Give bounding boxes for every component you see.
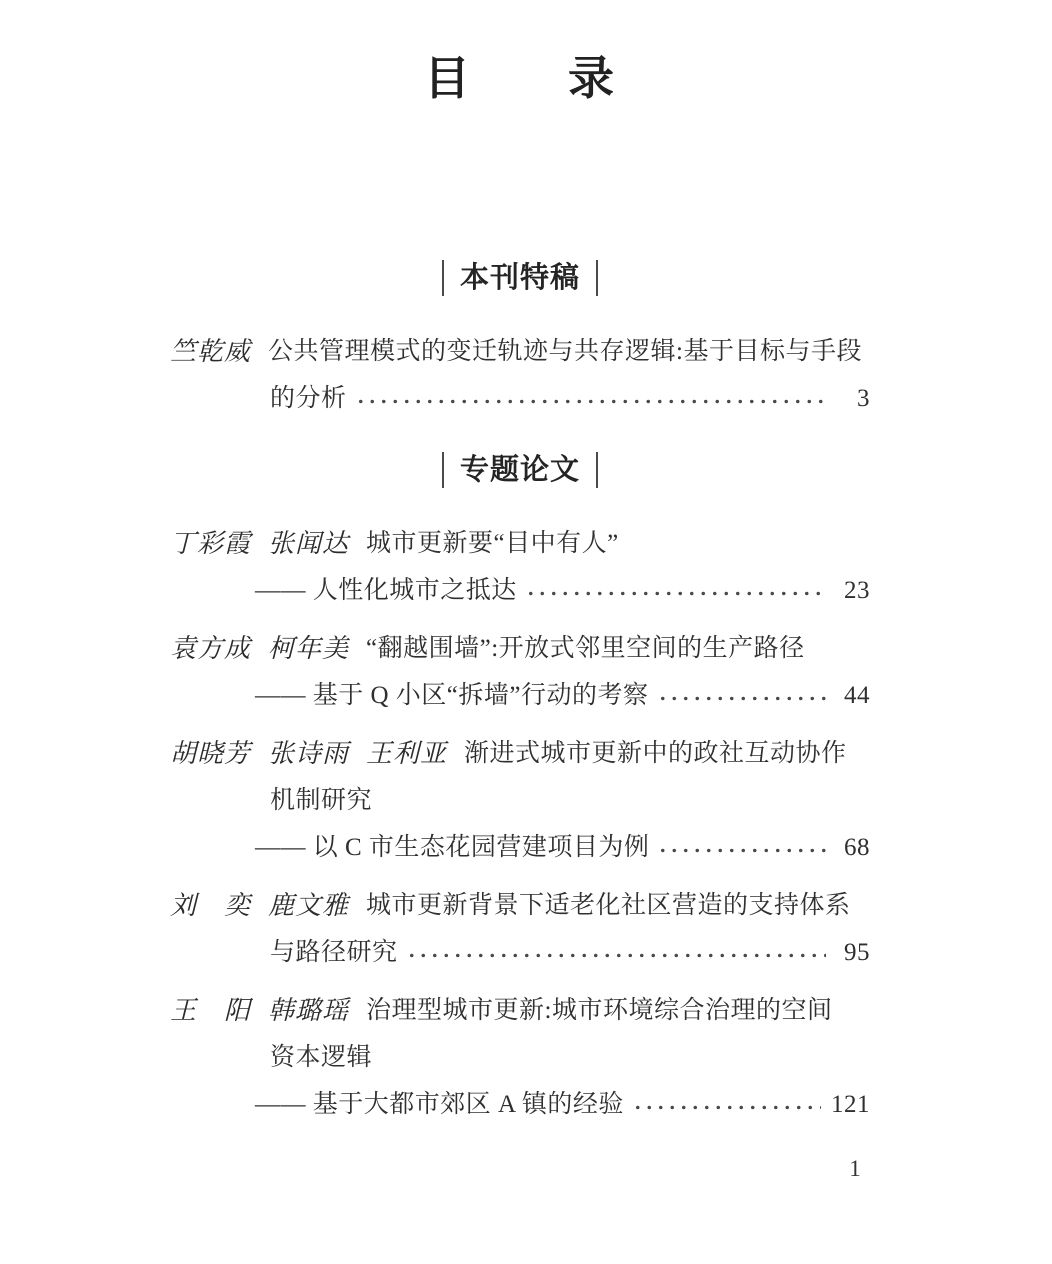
entry-line-text: 机制研究	[270, 787, 373, 814]
heading-left-bar	[442, 260, 444, 296]
entry-page-number: 44	[844, 682, 870, 709]
entry-page-number: 3	[857, 385, 870, 412]
author-name: 竺乾威	[170, 337, 252, 366]
entry-line-text: 与路径研究	[270, 939, 398, 966]
author-name: 张诗雨	[268, 739, 350, 768]
section-heading-text: 本刊特稿	[459, 262, 580, 294]
entry-first-line	[170, 730, 870, 777]
entry-title-text: 城市更新要“目中有人”	[366, 530, 619, 557]
entry-line-text: —— 基于 Q 小区“拆墙”行动的考察	[255, 682, 649, 709]
folio-page-number: 1	[849, 1156, 861, 1181]
entry-line-text: —— 基于大都市郊区 A 镇的经验	[255, 1091, 624, 1118]
heading-right-bar	[596, 452, 598, 488]
entry-title-text: 治理型城市更新:城市环境综合治理的空间	[366, 997, 833, 1024]
author-name: 王 阳	[170, 996, 252, 1025]
dot-leader	[657, 694, 827, 703]
toc-entry	[170, 987, 870, 1128]
entry-line-text: 的分析	[270, 385, 347, 412]
toc-entry	[170, 882, 870, 976]
dot-leader	[355, 397, 826, 406]
entry-page-number: 68	[844, 834, 870, 861]
entry-line-text: —— 人性化城市之抵达	[255, 577, 517, 604]
entry-first-line	[170, 328, 870, 375]
section-heading-special-topics	[170, 450, 870, 490]
author-name: 袁方成	[170, 634, 252, 663]
entry-page-number: 95	[844, 939, 870, 966]
author-name: 柯年美	[268, 634, 350, 663]
entry-line-text: 资本逻辑	[270, 1044, 373, 1071]
dot-leader	[525, 589, 826, 598]
author-name: 丁彩霞	[170, 529, 252, 558]
entry-continuation-line	[170, 375, 870, 422]
toc-entry	[170, 328, 870, 422]
entry-title-text: 公共管理模式的变迁轨迹与共存逻辑:基于目标与手段	[268, 338, 862, 365]
entry-title-text: 城市更新背景下适老化社区营造的支持体系	[366, 892, 851, 919]
entry-subtitle-line	[170, 824, 870, 871]
entry-subtitle-line	[170, 567, 870, 614]
entry-first-line	[170, 520, 870, 567]
dot-leader	[657, 846, 826, 855]
entry-continuation-line	[170, 777, 870, 824]
entry-line-text: —— 以 C 市生态花园营建项目为例	[255, 834, 650, 861]
heading-right-bar	[596, 260, 598, 296]
author-name: 刘 奕	[170, 891, 252, 920]
section-heading-special-contribution	[170, 258, 870, 298]
entry-page-number: 23	[844, 577, 870, 604]
author-name: 鹿文雅	[268, 891, 350, 920]
entry-continuation-line	[170, 1034, 870, 1081]
entry-page-number: 121	[831, 1091, 870, 1118]
author-name: 韩璐瑶	[268, 996, 350, 1025]
section-entries	[170, 520, 870, 1128]
entry-title-text: 渐进式城市更新中的政社互动协作	[464, 740, 847, 767]
author-name: 胡晓芳	[170, 739, 252, 768]
dot-leader	[406, 951, 826, 960]
toc-entry	[170, 730, 870, 871]
section-heading-text: 专题论文	[459, 454, 580, 486]
entry-first-line	[170, 625, 870, 672]
toc-entry	[170, 625, 870, 719]
author-name: 王利亚	[366, 739, 448, 768]
entry-subtitle-line	[170, 1081, 870, 1128]
toc-entry	[170, 520, 870, 614]
page-title: 目 录	[424, 53, 616, 104]
author-name: 张闻达	[268, 529, 350, 558]
entry-continuation-line	[170, 929, 870, 976]
entry-title-text: “翻越围墙”:开放式邻里空间的生产路径	[366, 635, 805, 662]
heading-left-bar	[442, 452, 444, 488]
entry-first-line	[170, 987, 870, 1034]
entry-subtitle-line	[170, 672, 870, 719]
dot-leader	[632, 1103, 821, 1112]
section-entries	[170, 328, 870, 422]
entry-first-line	[170, 882, 870, 929]
